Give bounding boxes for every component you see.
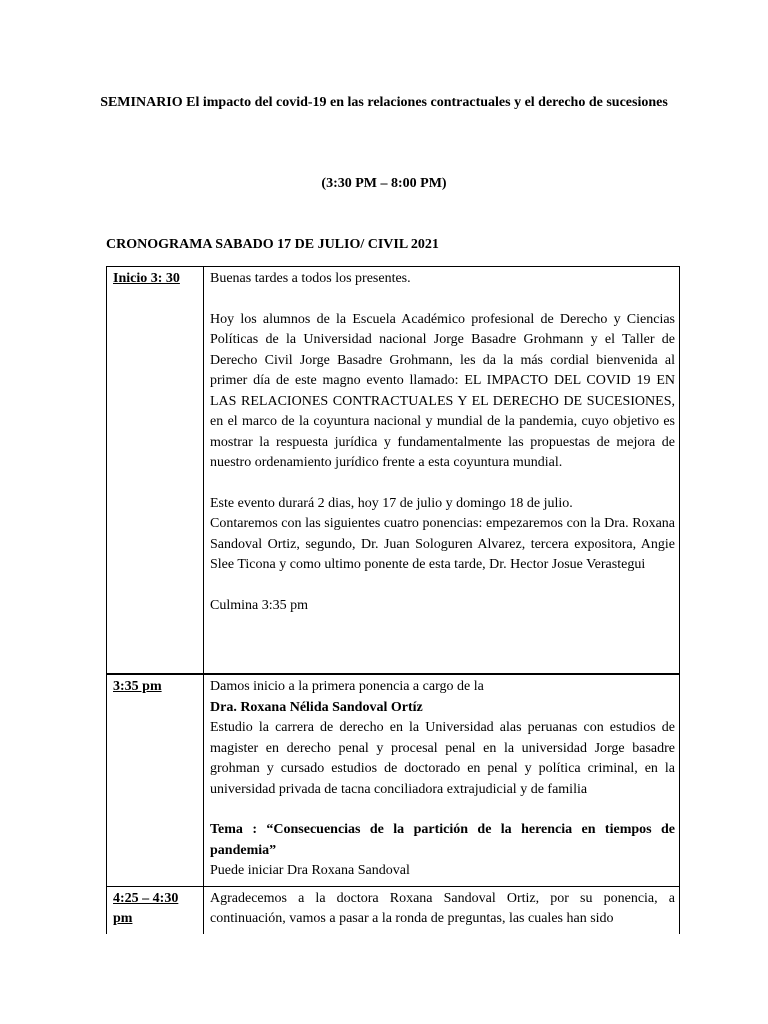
time-cell: 4:25 – 4:30 pm <box>107 886 204 934</box>
schedule-heading: CRONOGRAMA SABADO 17 DE JULIO/ CIVIL 2021 <box>106 237 439 252</box>
intro-text: Damos inicio a la primera ponencia a cargo de la <box>210 679 484 694</box>
speaker-name: Dra. Roxana Nélida Sandoval Ortíz <box>210 699 423 715</box>
content-cell <box>204 674 680 886</box>
speaker-bio: Estudio la carrera de derecho en la Universidad alas peruanas con estudios de magister en derecho penal y procesal penal en la universidad Jorge basadre grohman y cursado estudios de doctorado en penal y política criminal, en la universidad privada de tacna conciliadora extrajudicial y de familia <box>210 720 675 797</box>
table-row <box>107 886 680 934</box>
duration-text: Este evento durará 2 dias, hoy 17 de julio y domingo 18 de julio. <box>210 495 573 511</box>
end-time-text: Culmina 3:35 pm <box>210 597 308 613</box>
event-time-range: (3:30 PM – 8:00 PM) <box>321 176 447 191</box>
time-cell: Inicio 3: 30 <box>107 267 204 675</box>
speakers-paragraph: Contaremos con las siguientes cuatro ponencias: empezaremos con la Dra. Roxana Sandoval Ortiz, segundo, Dr. Juan Sologuren Alvarez, tercera expositora, Angie Slee Ticona y como ultimo ponente de esta tarde, Dr. Hector Josue Verastegui <box>210 516 675 572</box>
greeting-text: Buenas tardes a todos los presentes. <box>210 271 411 286</box>
topic-title: Tema : “Consecuencias de la partición de la herencia en tiempos de pandemia” <box>210 822 675 858</box>
content-cell <box>204 267 680 675</box>
content-cell: Agradecemos a la doctora Roxana Sandoval Ortiz, por su ponencia, a continuación, vamos a pasar a la ronda de preguntas, las cuales han sido <box>204 886 680 934</box>
intro-paragraph: Hoy los alumnos de la Escuela Académico profesional de Derecho y Ciencias Políticas de la Universidad nacional Jorge Basadre Grohmann y el Taller de Derecho Civil Jorge Basadre Grohmann, les da la más cordial bienvenida al primer día de este magno evento llamado: EL IMPACTO DEL COVID 19 EN LAS RELACIONES CONTRACTUALES Y EL DERECHO DE SUCESIONES, en el marco de la coyuntura nacional y mundial de la pandemia, cuyo objetivo es mostrar la respuesta jurídica y fundamentalmente las propuestas de mejora de nuestro ordenamiento jurídico frente a esta coyuntura mundial. <box>210 311 675 470</box>
table-row <box>107 674 680 886</box>
schedule-table <box>106 266 680 934</box>
table-row <box>107 267 680 675</box>
start-text: Puede iniciar Dra Roxana Sandoval <box>210 863 410 878</box>
document-title: SEMINARIO El impacto del covid-19 en las relaciones contractuales y el derecho de sucesiones <box>100 95 668 110</box>
time-cell: 3:35 pm <box>107 674 204 886</box>
